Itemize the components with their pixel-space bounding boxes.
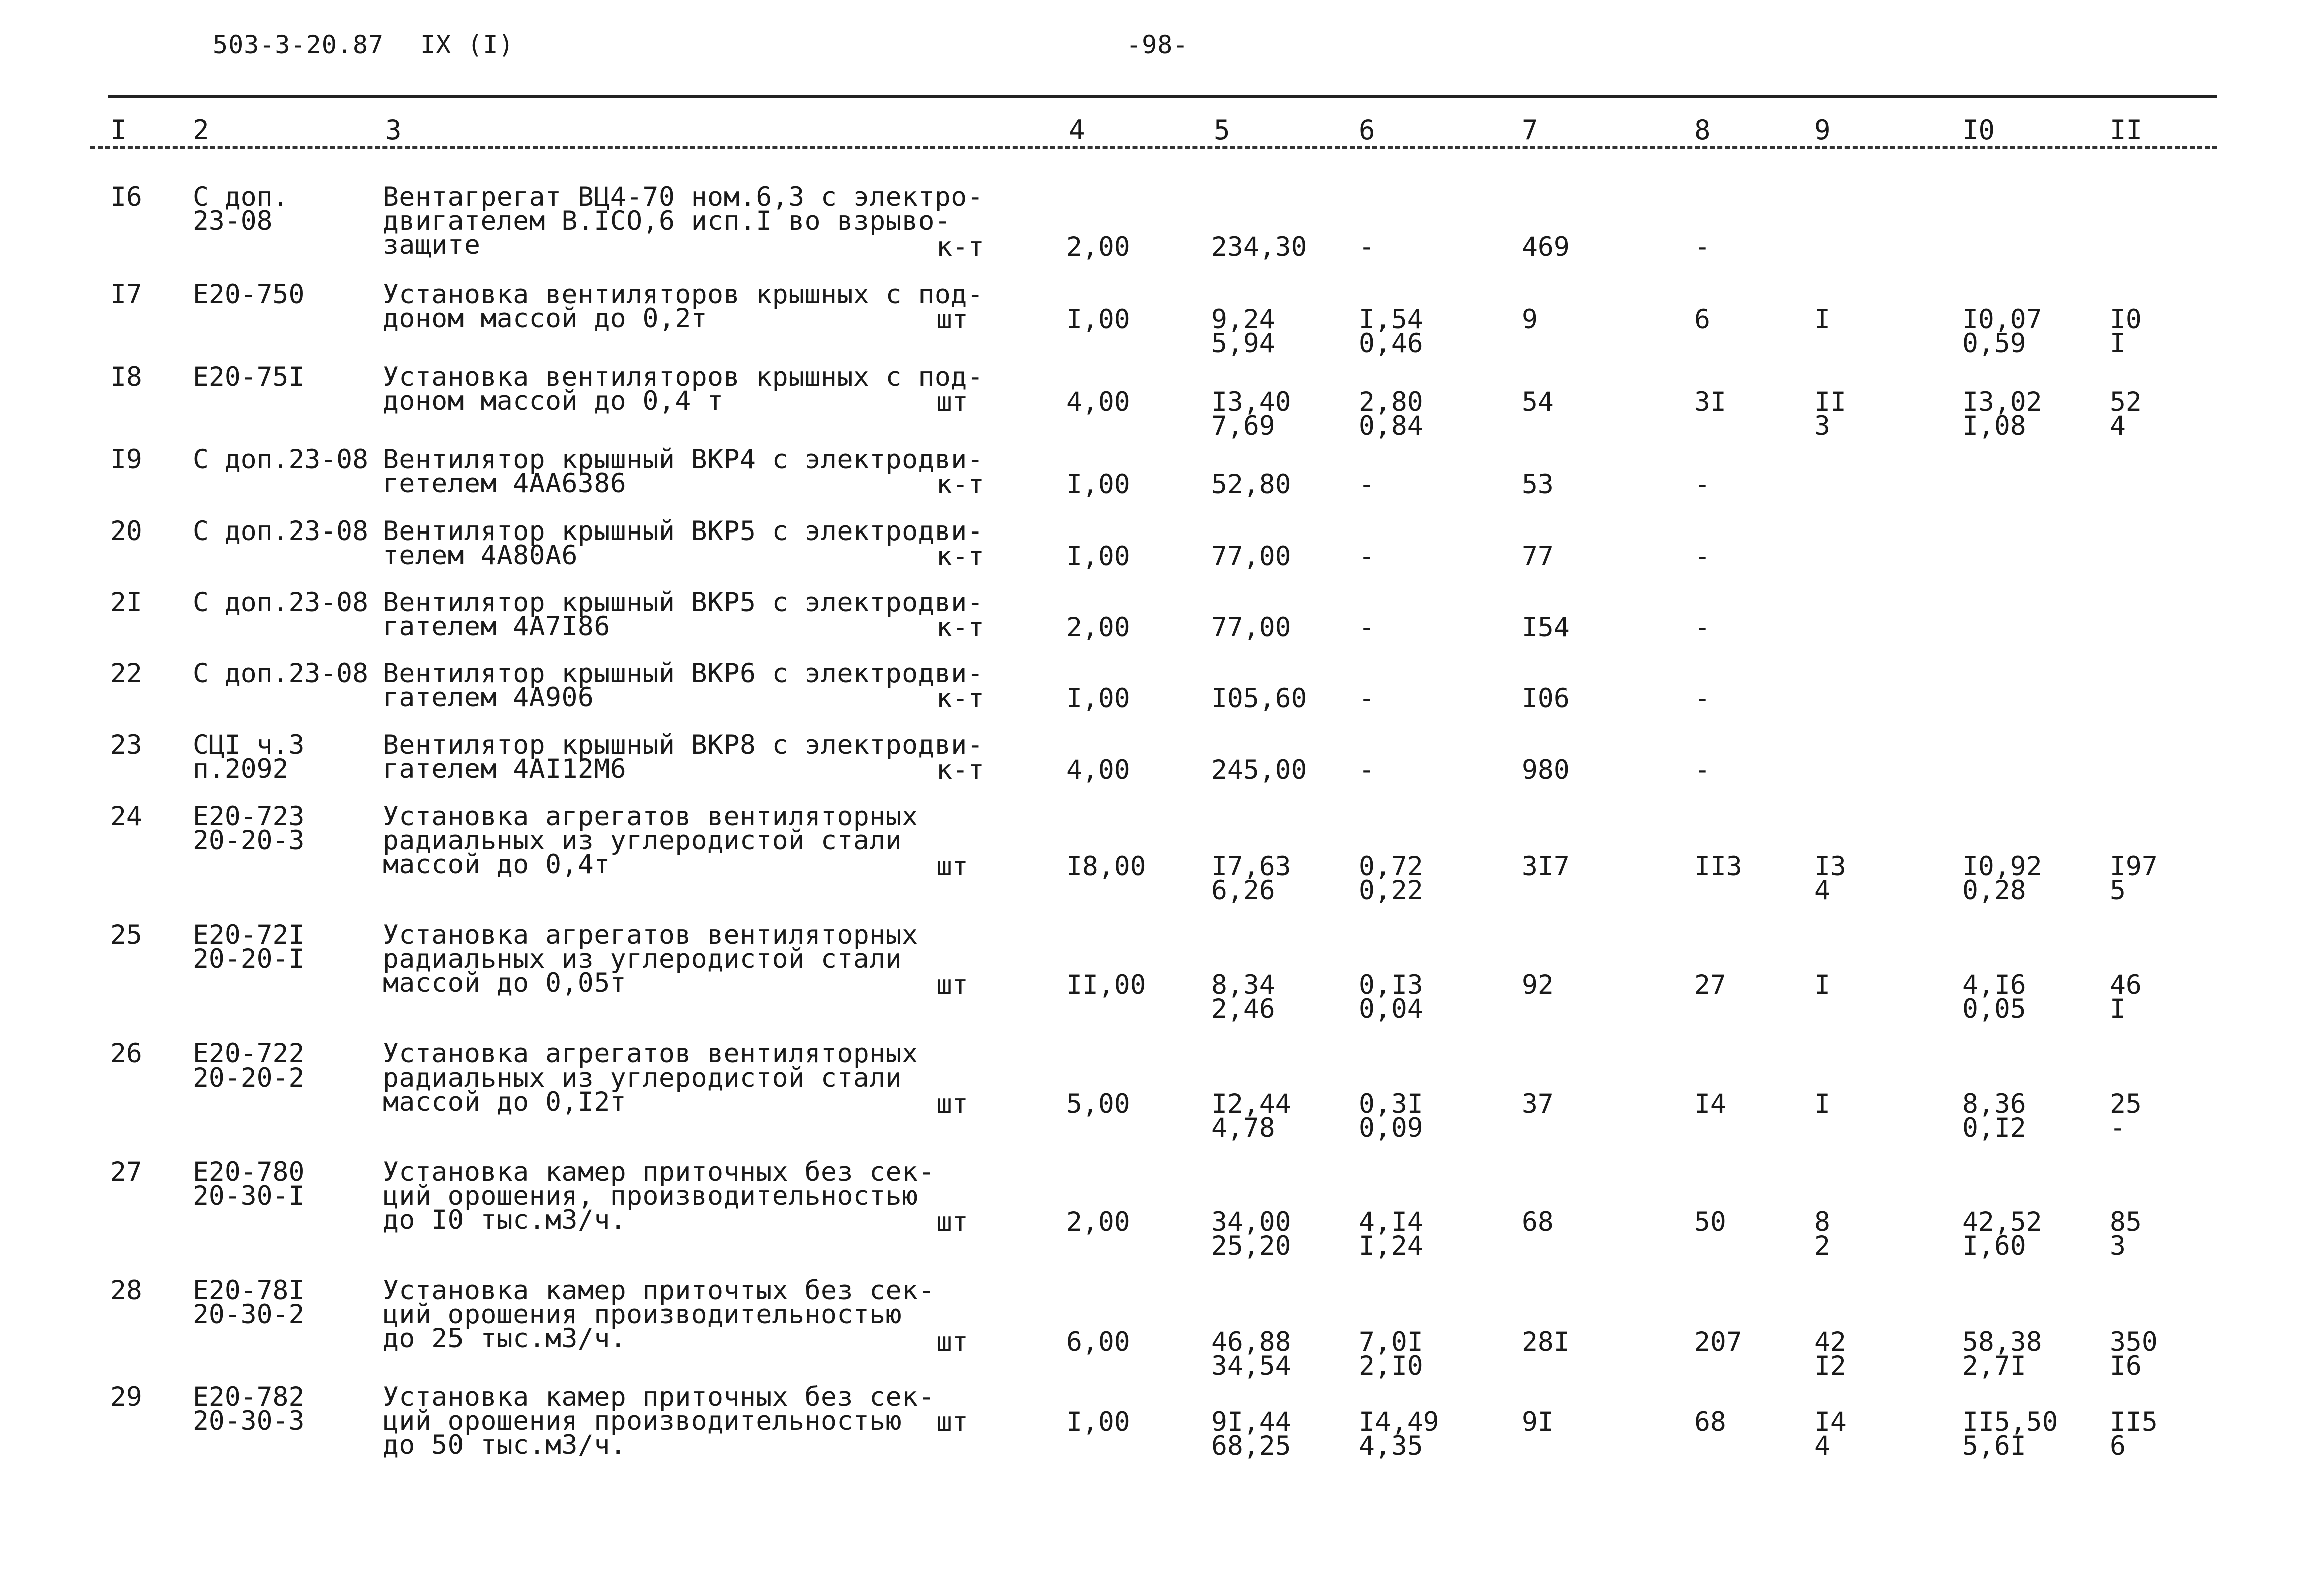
norm-code: Е20-75I xyxy=(193,362,305,392)
quantity: II,00 xyxy=(1066,970,1146,1000)
col10-value: 4,I6 0,05 xyxy=(1962,970,2026,1024)
work-description: Установка вентиляторов крышных с под- доном массой до 0,2т xyxy=(383,279,984,334)
column-number-5: 5 xyxy=(1214,114,1230,146)
col8-value: II3 xyxy=(1694,851,1742,882)
col9-value: I xyxy=(1814,304,1830,335)
unit: шт xyxy=(936,1407,968,1437)
col8-value: - xyxy=(1694,683,1710,714)
col5-value: 46,88 34,54 xyxy=(1211,1327,1291,1381)
col7-value: 469 xyxy=(1522,232,1570,262)
unit: шт xyxy=(936,1207,968,1237)
col7-value: I54 xyxy=(1522,612,1570,643)
norm-code: СЦI ч.3 п.2092 xyxy=(193,730,305,784)
work-description: Вентилятор крышный ВКР5 с электродви- гателем 4А7I86 xyxy=(383,587,984,642)
col9-value: I4 4 xyxy=(1814,1407,1847,1461)
norm-code: Е20-722 20-20-2 xyxy=(193,1038,305,1093)
col11-value: 85 3 xyxy=(2110,1207,2142,1261)
col5-value: I7,63 6,26 xyxy=(1211,851,1291,906)
col11-value: 350 I6 xyxy=(2110,1327,2158,1381)
quantity: 6,00 xyxy=(1066,1327,1130,1357)
quantity: 2,00 xyxy=(1066,1207,1130,1237)
col8-value: - xyxy=(1694,541,1710,572)
unit: к-т xyxy=(936,541,984,572)
col5-value: 77,00 xyxy=(1211,541,1291,572)
work-description: Вентилятор крышный ВКР4 с электродви- гетелем 4АА6386 xyxy=(383,444,984,499)
row-number: I7 xyxy=(110,279,142,310)
col11-value: 46 I xyxy=(2110,970,2142,1024)
page-number: -98- xyxy=(1126,30,1189,59)
norm-code: Е20-78I 20-30-2 xyxy=(193,1275,305,1330)
col5-value: 34,00 25,20 xyxy=(1211,1207,1291,1261)
unit: к-т xyxy=(936,683,984,714)
column-number-3: 3 xyxy=(385,114,402,146)
row-number: 23 xyxy=(110,730,142,760)
document-code: 503-3-20.87 xyxy=(213,30,384,59)
row-number: 29 xyxy=(110,1382,142,1412)
column-number-4: 4 xyxy=(1069,114,1085,146)
top-rule xyxy=(108,95,2217,98)
col5-value: 234,30 xyxy=(1211,232,1307,262)
col5-value: 8,34 2,46 xyxy=(1211,970,1275,1024)
col5-value: I2,44 4,78 xyxy=(1211,1089,1291,1143)
column-number-10: I0 xyxy=(1962,114,1995,146)
col7-value: 54 xyxy=(1522,387,1554,417)
unit: к-т xyxy=(936,469,984,500)
col7-value: 53 xyxy=(1522,469,1554,500)
col5-value: I3,40 7,69 xyxy=(1211,387,1291,441)
col8-value: 6 xyxy=(1694,304,1710,335)
col8-value: I4 xyxy=(1694,1089,1726,1119)
work-description: Установка камер приточных без сек- ций орошения производительностью до 50 тыс.м3/ч. xyxy=(383,1382,935,1460)
col7-value: 9I xyxy=(1522,1407,1554,1437)
quantity: 4,00 xyxy=(1066,387,1130,417)
norm-code: С доп.23-08 xyxy=(193,658,368,689)
row-number: 22 xyxy=(110,658,142,689)
col8-value: 50 xyxy=(1694,1207,1726,1237)
col8-value: - xyxy=(1694,755,1710,785)
col10-value: I0,07 0,59 xyxy=(1962,304,2042,359)
unit: шт xyxy=(936,851,968,882)
col5-value: I05,60 xyxy=(1211,683,1307,714)
work-description: Установка камер приточных без сек- ций орошения, производительностью до I0 тыс.м3/ч. xyxy=(383,1157,935,1235)
col6-value: I,54 0,46 xyxy=(1359,304,1423,359)
col6-value: 4,I4 I,24 xyxy=(1359,1207,1423,1261)
norm-code: С доп.23-08 xyxy=(193,587,368,618)
col5-value: 245,00 xyxy=(1211,755,1307,785)
norm-code: С доп.23-08 xyxy=(193,516,368,547)
work-description: Установка агрегатов вентиляторных радиальных из углеродистой стали массой до 0,4т xyxy=(383,801,918,880)
column-number-2: 2 xyxy=(193,114,209,146)
col8-value: 27 xyxy=(1694,970,1726,1000)
column-number-7: 7 xyxy=(1522,114,1538,146)
col8-value: 207 xyxy=(1694,1327,1742,1357)
col6-value: - xyxy=(1359,469,1375,500)
col7-value: 68 xyxy=(1522,1207,1554,1237)
work-description: Вентилятор крышный ВКР8 с электродви- гателем 4АI12М6 xyxy=(383,730,984,784)
row-number: 20 xyxy=(110,516,142,547)
column-number-11: II xyxy=(2110,114,2143,146)
work-description: Установка вентиляторов крышных с под- доном массой до 0,4 т xyxy=(383,362,984,416)
col7-value: 28I xyxy=(1522,1327,1570,1357)
quantity: I,00 xyxy=(1066,469,1130,500)
norm-code: Е20-782 20-30-3 xyxy=(193,1382,305,1436)
unit: к-т xyxy=(936,612,984,643)
quantity: I,00 xyxy=(1066,1407,1130,1437)
col7-value: I06 xyxy=(1522,683,1570,714)
unit: шт xyxy=(936,304,968,335)
col6-value: 7,0I 2,I0 xyxy=(1359,1327,1423,1381)
quantity: 2,00 xyxy=(1066,612,1130,643)
col8-value: 3I xyxy=(1694,387,1726,417)
col7-value: 92 xyxy=(1522,970,1554,1000)
work-description: Установка камер приточтых без сек- ций орошения производительностью до 25 тыс.м3/ч. xyxy=(383,1275,935,1354)
col9-value: I xyxy=(1814,1089,1830,1119)
col10-value: 42,52 I,60 xyxy=(1962,1207,2042,1261)
col5-value: 9I,44 68,25 xyxy=(1211,1407,1291,1461)
col11-value: I0 I xyxy=(2110,304,2142,359)
col8-value: 68 xyxy=(1694,1407,1726,1437)
col5-value: 77,00 xyxy=(1211,612,1291,643)
norm-code: Е20-72I 20-20-I xyxy=(193,920,305,974)
col10-value: 58,38 2,7I xyxy=(1962,1327,2042,1381)
col10-value: I3,02 I,08 xyxy=(1962,387,2042,441)
col9-value: 8 2 xyxy=(1814,1207,1830,1261)
quantity: I8,00 xyxy=(1066,851,1146,882)
col7-value: 980 xyxy=(1522,755,1570,785)
col9-value: I xyxy=(1814,970,1830,1000)
section-label: IX (I) xyxy=(420,30,514,59)
col11-value: 52 4 xyxy=(2110,387,2142,441)
unit: шт xyxy=(936,387,968,417)
col6-value: - xyxy=(1359,612,1375,643)
norm-code: С доп. 23-08 xyxy=(193,182,289,236)
quantity: 5,00 xyxy=(1066,1089,1130,1119)
col7-value: 9 xyxy=(1522,304,1538,335)
col6-value: - xyxy=(1359,232,1375,262)
col5-value: 52,80 xyxy=(1211,469,1291,500)
col6-value: 2,80 0,84 xyxy=(1359,387,1423,441)
col11-value: 25 - xyxy=(2110,1089,2142,1143)
col8-value: - xyxy=(1694,612,1710,643)
work-description: Установка агрегатов вентиляторных радиальных из углеродистой стали массой до 0,I2т xyxy=(383,1038,918,1117)
col6-value: - xyxy=(1359,541,1375,572)
row-number: 28 xyxy=(110,1275,142,1306)
unit: к-т xyxy=(936,232,984,262)
work-description: Вентилятор крышный ВКР6 с электродви- гателем 4А906 xyxy=(383,658,984,713)
col9-value: II 3 xyxy=(1814,387,1847,441)
unit: шт xyxy=(936,970,968,1000)
row-number: 24 xyxy=(110,801,142,832)
quantity: 4,00 xyxy=(1066,755,1130,785)
quantity: I,00 xyxy=(1066,683,1130,714)
col10-value: I0,92 0,28 xyxy=(1962,851,2042,906)
col6-value: 0,72 0,22 xyxy=(1359,851,1423,906)
column-number-8: 8 xyxy=(1694,114,1711,146)
header-rule xyxy=(90,146,2217,149)
row-number: 27 xyxy=(110,1157,142,1187)
col7-value: 37 xyxy=(1522,1089,1554,1119)
column-number-1: I xyxy=(110,114,127,146)
col11-value: II5 6 xyxy=(2110,1407,2158,1461)
row-number: I8 xyxy=(110,362,142,392)
col6-value: 0,3I 0,09 xyxy=(1359,1089,1423,1143)
row-number: 2I xyxy=(110,587,142,618)
col6-value: - xyxy=(1359,683,1375,714)
col5-value: 9,24 5,94 xyxy=(1211,304,1275,359)
norm-code: Е20-750 xyxy=(193,279,305,310)
col10-value: 8,36 0,I2 xyxy=(1962,1089,2026,1143)
quantity: I,00 xyxy=(1066,304,1130,335)
norm-code: Е20-723 20-20-3 xyxy=(193,801,305,856)
quantity: I,00 xyxy=(1066,541,1130,572)
col6-value: I4,49 4,35 xyxy=(1359,1407,1439,1461)
col7-value: 3I7 xyxy=(1522,851,1570,882)
norm-code: Е20-780 20-30-I xyxy=(193,1157,305,1211)
work-description: Установка агрегатов вентиляторных радиальных из углеродистой стали массой до 0,05т xyxy=(383,920,918,998)
column-number-6: 6 xyxy=(1359,114,1375,146)
col9-value: 42 I2 xyxy=(1814,1327,1847,1381)
unit: шт xyxy=(936,1327,968,1357)
col11-value: I97 5 xyxy=(2110,851,2158,906)
norm-code: С доп.23-08 xyxy=(193,444,368,475)
col7-value: 77 xyxy=(1522,541,1554,572)
col10-value: II5,50 5,6I xyxy=(1962,1407,2058,1461)
col8-value: - xyxy=(1694,232,1710,262)
column-number-9: 9 xyxy=(1814,114,1831,146)
col9-value: I3 4 xyxy=(1814,851,1847,906)
row-number: 25 xyxy=(110,920,142,950)
work-description: Вентагрегат ВЦ4-70 ном.6,3 с электро- двигателем В.IСО,6 исп.I во взрыво- защите xyxy=(383,182,984,260)
work-description: Вентилятор крышный ВКР5 с электродви- телем 4А80А6 xyxy=(383,516,984,571)
col8-value: - xyxy=(1694,469,1710,500)
unit: к-т xyxy=(936,755,984,785)
col6-value: - xyxy=(1359,755,1375,785)
row-number: I9 xyxy=(110,444,142,475)
quantity: 2,00 xyxy=(1066,232,1130,262)
col6-value: 0,I3 0,04 xyxy=(1359,970,1423,1024)
row-number: 26 xyxy=(110,1038,142,1069)
row-number: I6 xyxy=(110,182,142,212)
unit: шт xyxy=(936,1089,968,1119)
